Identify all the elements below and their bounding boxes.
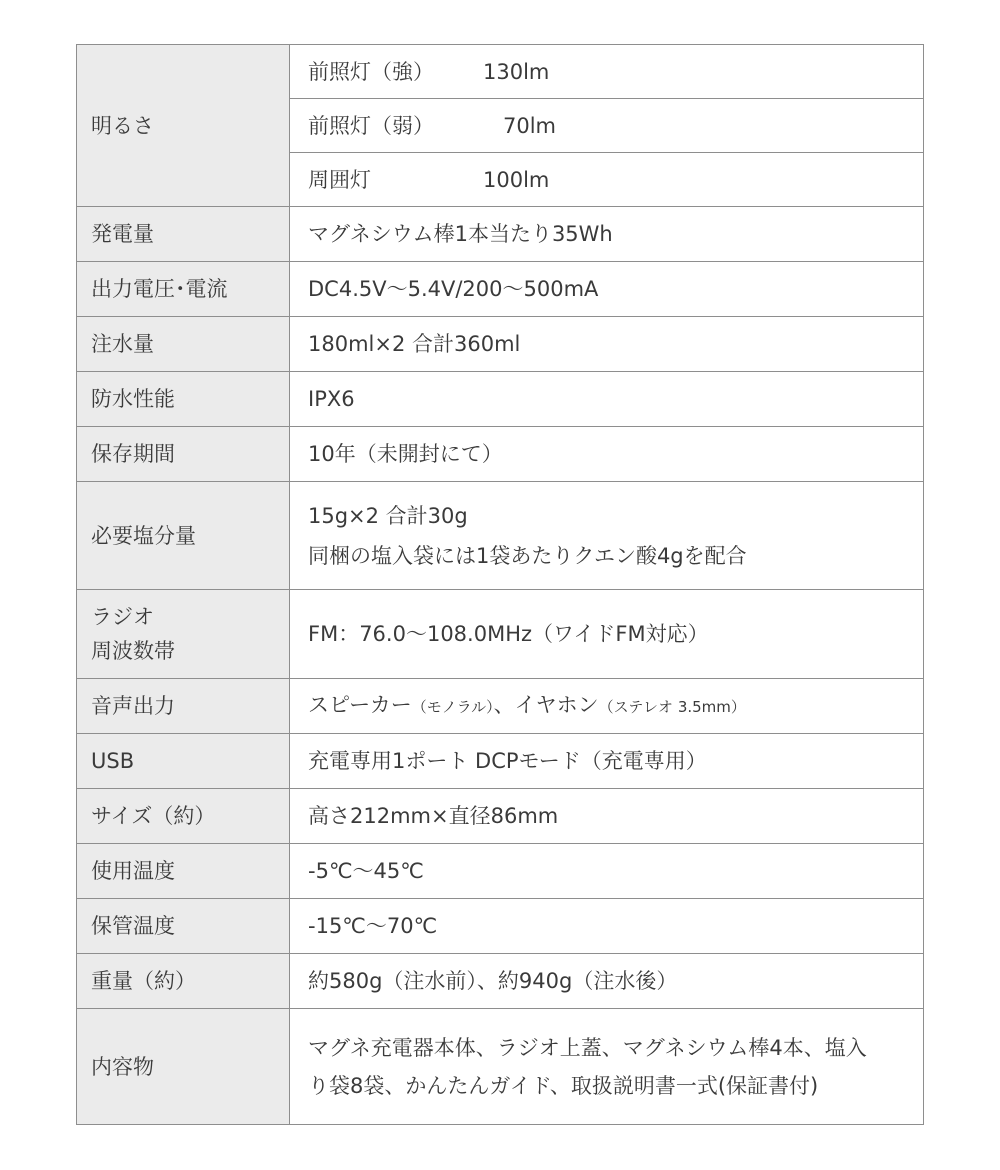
row-label-radio [77,590,290,679]
row-label-brightness: 明るさ [77,45,290,207]
table-row [77,45,924,99]
table-row [77,679,924,734]
table-row [77,954,924,1009]
audio-earphone-note: （ステレオ 3.5mm） [598,698,746,716]
radio-label-line-1: ラジオ [91,605,154,629]
row-value: -5℃〜45℃ [290,844,924,899]
row-value: 約580g（注水前）、約940g（注水後） [290,954,924,1009]
row-value: 充電専用1ポート DCPモード（充電専用） [290,734,924,789]
salt-line-2: 同梱の塩入袋には1袋あたりクエン酸4gを配合 [308,543,747,568]
row-label: USB [77,734,290,789]
row-label: 保存期間 [77,427,290,482]
brightness-item [290,45,924,99]
row-label: 防水性能 [77,372,290,427]
contents-line-1: マグネ充電器本体、ラジオ上蓋、マグネシウム棒4本、塩入 [308,1035,867,1060]
audio-speaker: スピーカー [308,693,412,717]
radio-label-line-2: 周波数帯 [91,639,175,663]
row-label: 保管温度 [77,899,290,954]
row-label-contents: 内容物 [77,1009,290,1125]
row-label-audio: 音声出力 [77,679,290,734]
table-row [77,207,924,262]
brightness-item-name: 前照灯（弱） [308,113,434,138]
row-label: 使用温度 [77,844,290,899]
row-value-salt [290,482,924,590]
row-value: 180ml×2 合計360ml [290,317,924,372]
row-label: 重量（約） [77,954,290,1009]
row-label-salt: 必要塩分量 [77,482,290,590]
row-label: 出力電圧･電流 [77,262,290,317]
table-row [77,789,924,844]
row-label: サイズ（約） [77,789,290,844]
row-value: -15℃〜70℃ [290,899,924,954]
row-value: IPX6 [290,372,924,427]
row-label: 発電量 [77,207,290,262]
brightness-item-value: 100lm [483,167,550,192]
audio-earphone: イヤホン [514,693,599,717]
brightness-item [290,153,924,207]
table-row [77,734,924,789]
row-value: 高さ212mm×直径86mm [290,789,924,844]
audio-separator: 、 [493,693,515,717]
table-row [77,1009,924,1125]
table-row [77,899,924,954]
contents-line-2: り袋8袋、かんたんガイド、取扱説明書一式(保証書付) [308,1073,819,1098]
spec-table [76,44,924,1125]
table-row [77,427,924,482]
brightness-item-name: 前照灯（強） [308,59,434,84]
row-value-radio: FM：76.0〜108.0MHz（ワイドFM対応） [290,590,924,679]
brightness-item [290,99,924,153]
table-row [77,262,924,317]
table-row [77,317,924,372]
row-value: DC4.5V〜5.4V/200〜500mA [290,262,924,317]
brightness-item-value: 70lm [503,113,557,138]
brightness-item-name: 周囲灯 [308,167,371,192]
table-row [77,844,924,899]
table-row [77,482,924,590]
table-row [77,372,924,427]
salt-line-1: 15g×2 合計30g [308,503,468,528]
table-row [77,590,924,679]
row-value: 10年（未開封にて） [290,427,924,482]
brightness-item-value: 130lm [483,59,550,84]
row-label: 注水量 [77,317,290,372]
row-value-audio [290,679,924,734]
row-value: マグネシウム棒1本当たり35Wh [290,207,924,262]
audio-speaker-note: （モノラル） [411,698,494,716]
row-value-contents [290,1009,924,1125]
